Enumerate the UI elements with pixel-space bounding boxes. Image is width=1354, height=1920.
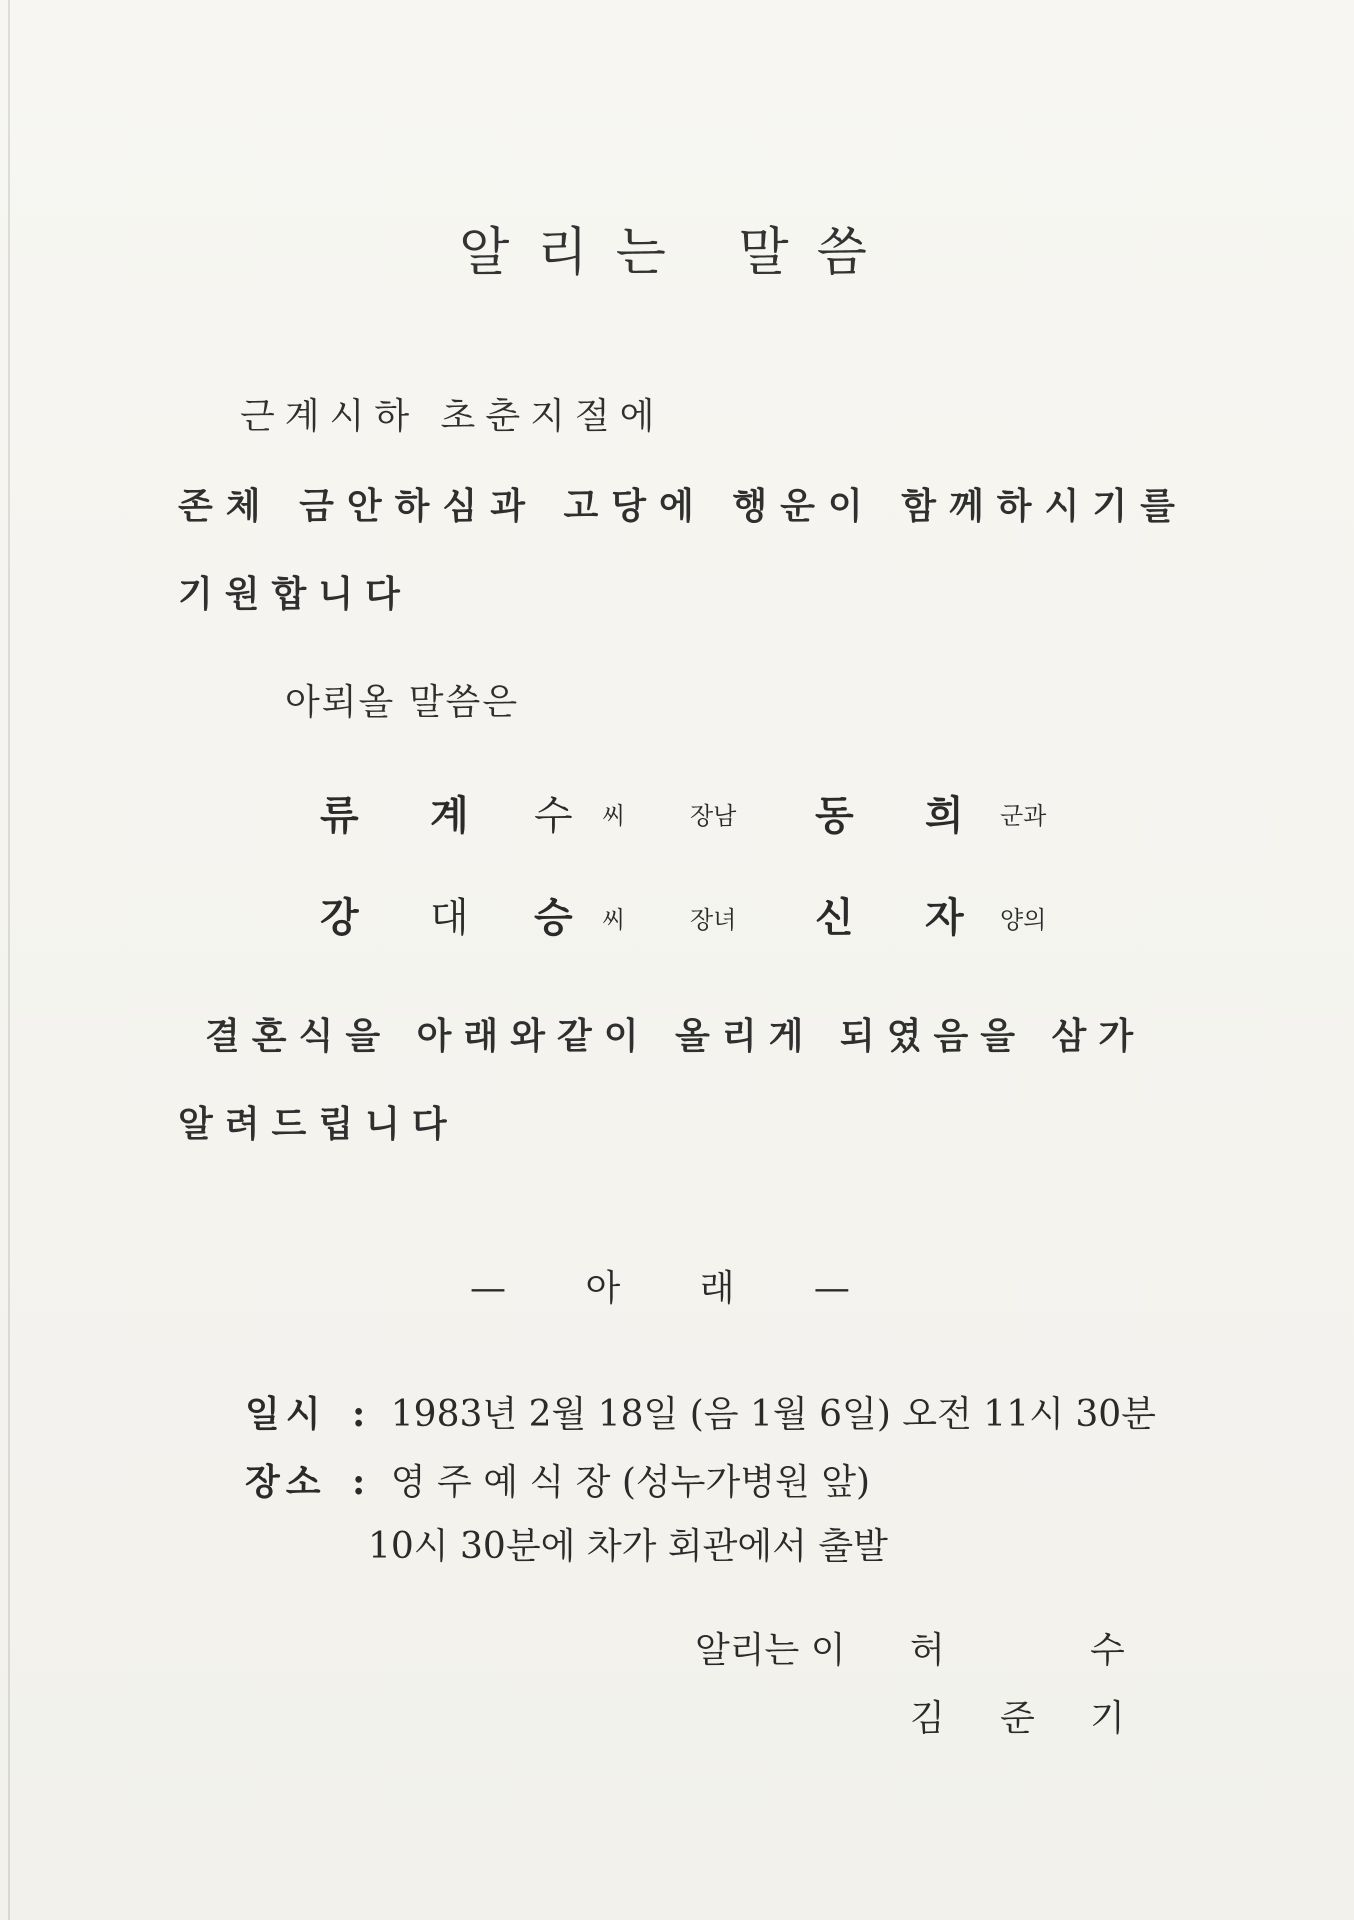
place-colon: : [352, 1461, 366, 1503]
bride-father-char-2: 대 [430, 895, 469, 941]
transport-note: 10시 30분에 차가 회관에서 출발 [368, 1526, 888, 1567]
date-colon: : [352, 1393, 366, 1435]
groom-father-char-2: 계 [430, 792, 469, 839]
greeting-line-3: 기원합니다 [178, 573, 412, 615]
groom-suffix: 군과 [1000, 802, 1047, 830]
place-row [245, 1454, 870, 1505]
date-value: 1983년 2월 18일 (음 1월 6일) 오전 11시 30분 [390, 1394, 1156, 1435]
place-label: 장소 [245, 1461, 327, 1503]
groom-father-char-3: 수 [534, 793, 573, 839]
signer-2-char-3: 기 [1090, 1698, 1125, 1739]
below-heading: — 아 래 — [470, 1268, 884, 1309]
bride-name-char-1: 신 [815, 894, 854, 941]
groom-name-char-2: 희 [925, 792, 964, 839]
place-value: 영 주 예 식 장 (성누가병원 앞) [390, 1462, 871, 1503]
page-title: 알리는 말씀 [459, 223, 895, 283]
bride-suffix: 양의 [1000, 906, 1047, 934]
groom-relation: 장남 [690, 802, 737, 830]
announcement-line-2: 알려드립니다 [178, 1103, 459, 1145]
signer-1-char-2: 수 [1090, 1630, 1125, 1671]
date-label: 일시 [245, 1393, 327, 1435]
signer-2-char-2: 준 [1000, 1698, 1035, 1739]
intro-text: 아뢰올 말씀은 [285, 682, 520, 723]
bride-relation: 장녀 [690, 906, 737, 934]
greeting-line-2: 존체 금안하심과 고당에 행운이 함께하시기를 [178, 485, 1188, 527]
groom-honorific: 씨 [602, 802, 626, 830]
date-row [245, 1386, 1156, 1437]
bride-honorific: 씨 [602, 906, 626, 934]
groom-name-char-1: 동 [815, 792, 854, 839]
signer-1-char-1: 허 [910, 1630, 945, 1671]
signature-label: 알리는 이 [695, 1630, 846, 1671]
announcement-line-1: 결혼식을 아래와같이 올리게 되였음을 삼가 [205, 1015, 1146, 1057]
greeting-line-1: 근계시하 초춘지절에 [240, 396, 665, 437]
signer-2-char-1: 김 [910, 1698, 945, 1739]
bride-father-char-1: 강 [320, 894, 359, 941]
bride-name-char-2: 자 [925, 894, 964, 941]
bride-father-char-3: 승 [534, 894, 573, 941]
groom-father-char-1: 류 [320, 792, 359, 839]
